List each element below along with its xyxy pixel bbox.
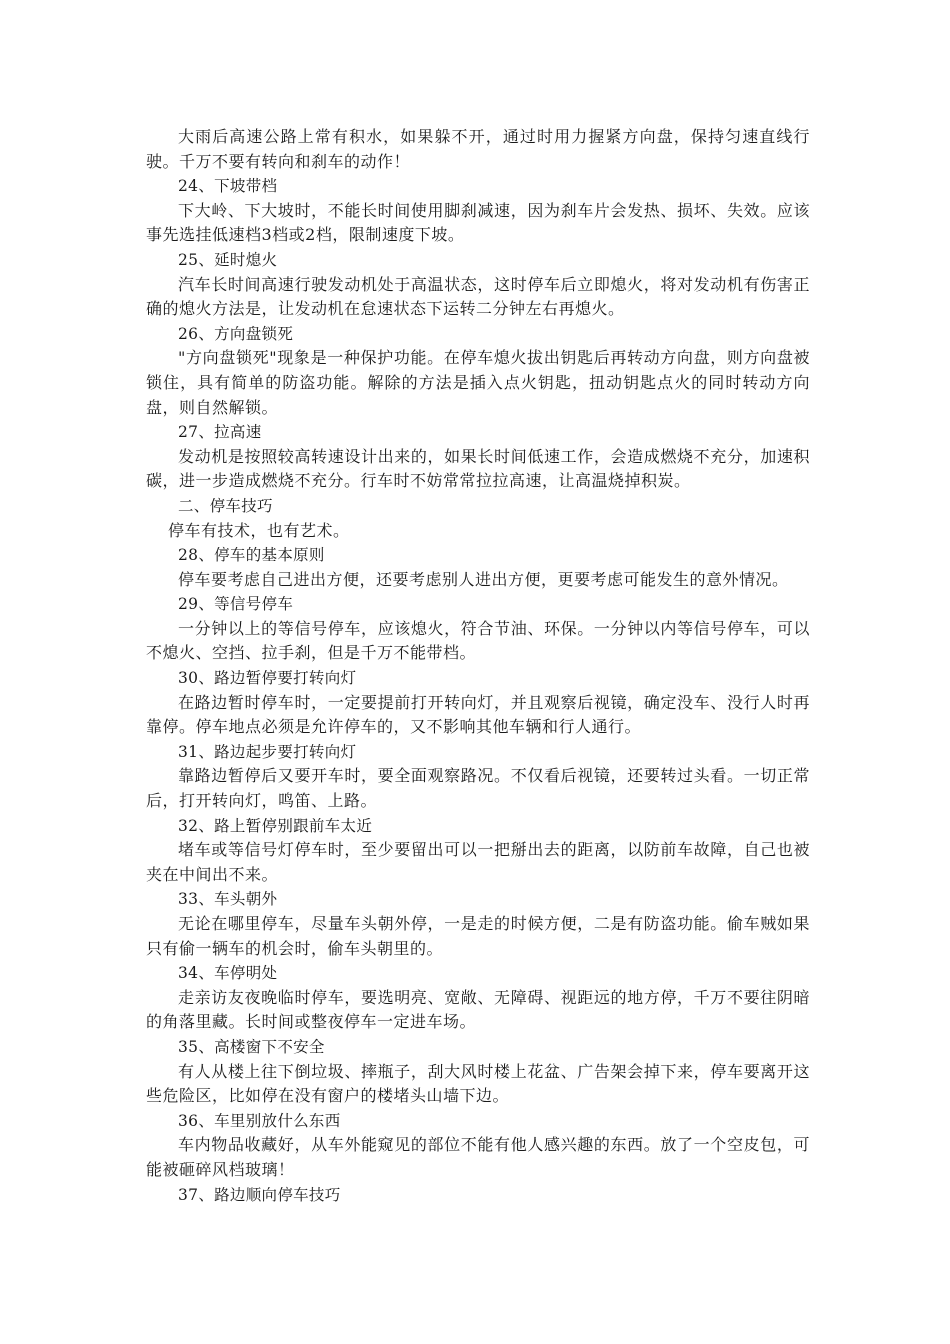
paragraph: 无论在哪里停车，尽量车头朝外停，一是走的时候方便，二是有防盗功能。偷车贼如果只有偷一辆车的机会时，偷车头朝里的。	[146, 914, 810, 958]
paragraph: 堵车或等信号灯停车时，至少要留出可以一把掰出去的距离，以防前车故障，自己也被夹在中间出不来。	[146, 840, 810, 884]
section-heading: 37、路边顺向停车技巧	[178, 1185, 341, 1204]
section-heading: 34、车停明处	[178, 964, 278, 983]
section-heading: 29、等信号停车	[178, 595, 294, 614]
section-heading: 28、停车的基本原则	[178, 546, 325, 565]
chapter-heading: 二、停车技巧	[178, 496, 273, 515]
paragraph: 停车要考虑自己进出方便，还要考虑别人进出方便，更要考虑可能发生的意外情况。	[178, 569, 789, 589]
paragraph: 大雨后高速公路上常有积水，如果躲不开，通过时用力握紧方向盘，保持匀速直线行驶。千万不要有转向和刹车的动作！	[146, 127, 810, 171]
section-heading: 35、高楼窗下不安全	[178, 1037, 325, 1056]
paragraph: 有人从楼上往下倒垃圾、摔瓶子，刮大风时楼上花盆、广告架会掉下来，停车要离开这些危险区，比如停在没有窗户的楼堵头山墙下边。	[146, 1061, 810, 1106]
paragraph: 一分钟以上的等信号停车，应该熄火，符合节油、环保。一分钟以内等信号停车，可以不熄火、空挡、拉手刹，但是千万不能带档。	[146, 618, 810, 663]
paragraph: 在路边暂时停车时，一定要提前打开转向灯，并且观察后视镜，确定没车、没行人时再靠停。停车地点必须是允许停车的，又不影响其他车辆和行人通行。	[146, 692, 810, 737]
section-heading: 32、路上暂停别跟前车太近	[178, 816, 373, 835]
paragraph: 下大岭、下大坡时，不能长时间使用脚刹减速，因为刹车片会发热、损坏、失效。应该事先选挂低速档3档或2档，限制速度下坡。	[146, 200, 810, 245]
paragraph: 走亲访友夜晚临时停车，要选明亮、宽敞、无障碍、视距远的地方停，千万不要往阴暗的角落里藏。长时间或整夜停车一定进车场。	[146, 987, 810, 1032]
paragraph: 靠路边暂停后又要开车时，要全面观察路况。不仅看后视镜，还要转过头看。一切正常后，打开转向灯，鸣笛、上路。	[146, 766, 810, 811]
paragraph: 汽车长时间高速行驶发动机处于高温状态，这时停车后立即熄火，将对发动机有伤害正确的熄火方法是，让发动机在怠速状态下运转二分钟左右再熄火。	[146, 274, 810, 319]
section-heading: 24、下坡带档	[178, 177, 278, 196]
section-heading: 25、延时熄火	[178, 250, 278, 269]
paragraph: 车内物品收藏好，从车外能窥见的部位不能有他人感兴趣的东西。放了一个空皮包，可能被砸碎风档玻璃！	[146, 1135, 810, 1179]
paragraph: 停车有技术，也有艺术。	[168, 520, 350, 540]
section-heading: 31、路边起步要打转向灯	[178, 742, 357, 761]
section-heading: 27、拉高速	[178, 423, 262, 442]
section-heading: 26、方向盘锁死	[178, 324, 294, 343]
paragraph: 发动机是按照较高转速设计出来的，如果长时间低速工作，会造成燃烧不充分，加速积碳，进一步造成燃烧不充分。行车时不妨常常拉拉高速，让高温烧掉积炭。	[146, 446, 810, 491]
document-body	[146, 125, 810, 1207]
section-heading: 36、车里别放什么东西	[178, 1111, 341, 1130]
section-heading: 30、路边暂停要打转向灯	[178, 669, 357, 688]
paragraph: "方向盘锁死"现象是一种保护功能。在停车熄火拔出钥匙后再转动方向盘，则方向盘被锁住，具有简单的防盗功能。解除的方法是插入点火钥匙，扭动钥匙点火的同时转动方向盘，则自然解锁。	[146, 348, 810, 417]
section-heading: 33、车头朝外	[178, 890, 278, 909]
